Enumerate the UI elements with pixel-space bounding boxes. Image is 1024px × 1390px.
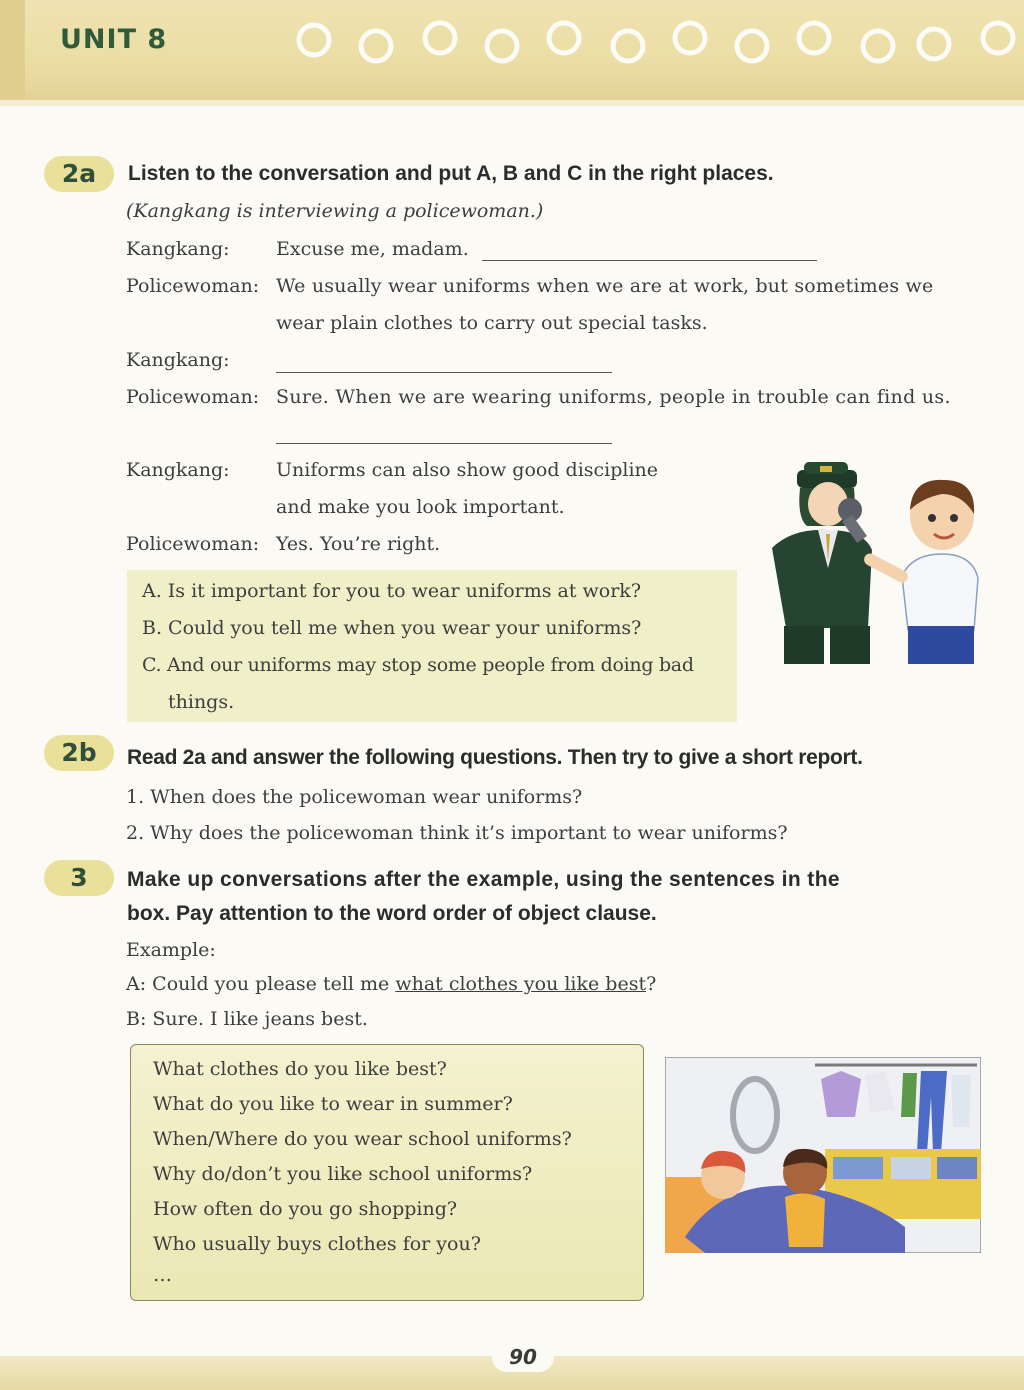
example-a-start: A: Could you please tell me (126, 973, 396, 995)
policewoman-figure (772, 462, 872, 664)
ring-icon (425, 23, 455, 53)
box-sentence: What clothes do you like best? (153, 1058, 447, 1080)
ring-icon (799, 23, 829, 53)
policewoman-interview-illustration (752, 458, 992, 670)
clothes-shop-illustration (665, 1057, 981, 1253)
page-number: 90 (492, 1342, 554, 1372)
dialogue-line: Excuse me, madam. (276, 238, 469, 260)
speaker-label: Kangkang: (126, 238, 230, 260)
ring-icon (983, 23, 1013, 53)
section-3-instruction-line2: box. Pay attention to the word order of object clause. (127, 902, 657, 925)
box-sentence: What do you like to wear in summer? (153, 1093, 513, 1115)
kangkang-figure (862, 480, 978, 664)
box-sentence: When/Where do you wear school uniforms? (153, 1128, 572, 1150)
dialogue-line: We usually wear uniforms when we are at work, but sometimes we (276, 275, 934, 297)
option-c: C. And our uniforms may stop some people from doing bad (142, 654, 694, 676)
ring-icon (487, 31, 517, 61)
example-a-end: ? (646, 973, 657, 995)
speaker-label: Policewoman: (126, 533, 260, 555)
box-ellipsis: … (153, 1264, 172, 1286)
box-sentence: How often do you go shopping? (153, 1198, 458, 1220)
option-c-cont: things. (168, 691, 235, 713)
section-2b-instruction: Read 2a and answer the following questions. Then try to give a short report. (127, 746, 863, 769)
section-2a-instruction: Listen to the conversation and put A, B and C in the right places. (128, 162, 774, 185)
answer-blank-3[interactable] (276, 442, 612, 444)
speaker-label: Kangkang: (126, 459, 230, 481)
question-1: 1. When does the policewoman wear uniforms? (126, 786, 583, 808)
ring-icon (361, 31, 391, 61)
answer-blank-2[interactable] (276, 371, 612, 373)
example-label: Example: (126, 939, 216, 961)
dialogue-line-cont: and make you look important. (276, 496, 565, 518)
answer-blank-1[interactable] (482, 259, 817, 261)
ring-icon (613, 31, 643, 61)
box-sentence: Why do/don’t you like school uniforms? (153, 1163, 533, 1185)
speaker-label: Policewoman: (126, 275, 260, 297)
dialogue-line: Sure. When we are wearing uniforms, people in trouble can find us. (276, 386, 951, 408)
speaker-label: Policewoman: (126, 386, 260, 408)
example-a-object-clause: what clothes you like best (395, 973, 647, 995)
ring-icon (863, 31, 893, 61)
section-2a-context: (Kangkang is interviewing a policewoman.) (126, 200, 544, 222)
box-sentence: Who usually buys clothes for you? (153, 1233, 481, 1255)
section-3-instruction-line1: Make up conversations after the example, using the sentences in the (127, 868, 841, 891)
dialogue-line-cont: wear plain clothes to carry out special tasks. (276, 312, 708, 334)
header-tab (0, 0, 25, 100)
example-a (126, 971, 656, 997)
option-a: A. Is it important for you to wear uniforms at work? (142, 580, 642, 602)
section-3-badge: 3 (44, 860, 114, 896)
ring-icon (549, 23, 579, 53)
unit-title: UNIT 8 (60, 24, 168, 55)
decorative-rings (292, 18, 1024, 68)
option-b: B. Could you tell me when you wear your uniforms? (142, 617, 642, 639)
ring-icon (919, 29, 949, 59)
question-2: 2. Why does the policewoman think it’s important to wear uniforms? (126, 822, 788, 844)
ring-icon (675, 23, 705, 53)
example-b: B: Sure. I like jeans best. (126, 1008, 368, 1030)
dialogue-line: Uniforms can also show good discipline (276, 459, 659, 481)
speaker-label: Kangkang: (126, 349, 230, 371)
ring-icon (737, 31, 767, 61)
section-2b-badge: 2b (44, 735, 114, 771)
section-2a-badge: 2a (44, 156, 114, 192)
dialogue-line: Yes. You’re right. (276, 533, 441, 555)
ring-icon (299, 25, 329, 55)
